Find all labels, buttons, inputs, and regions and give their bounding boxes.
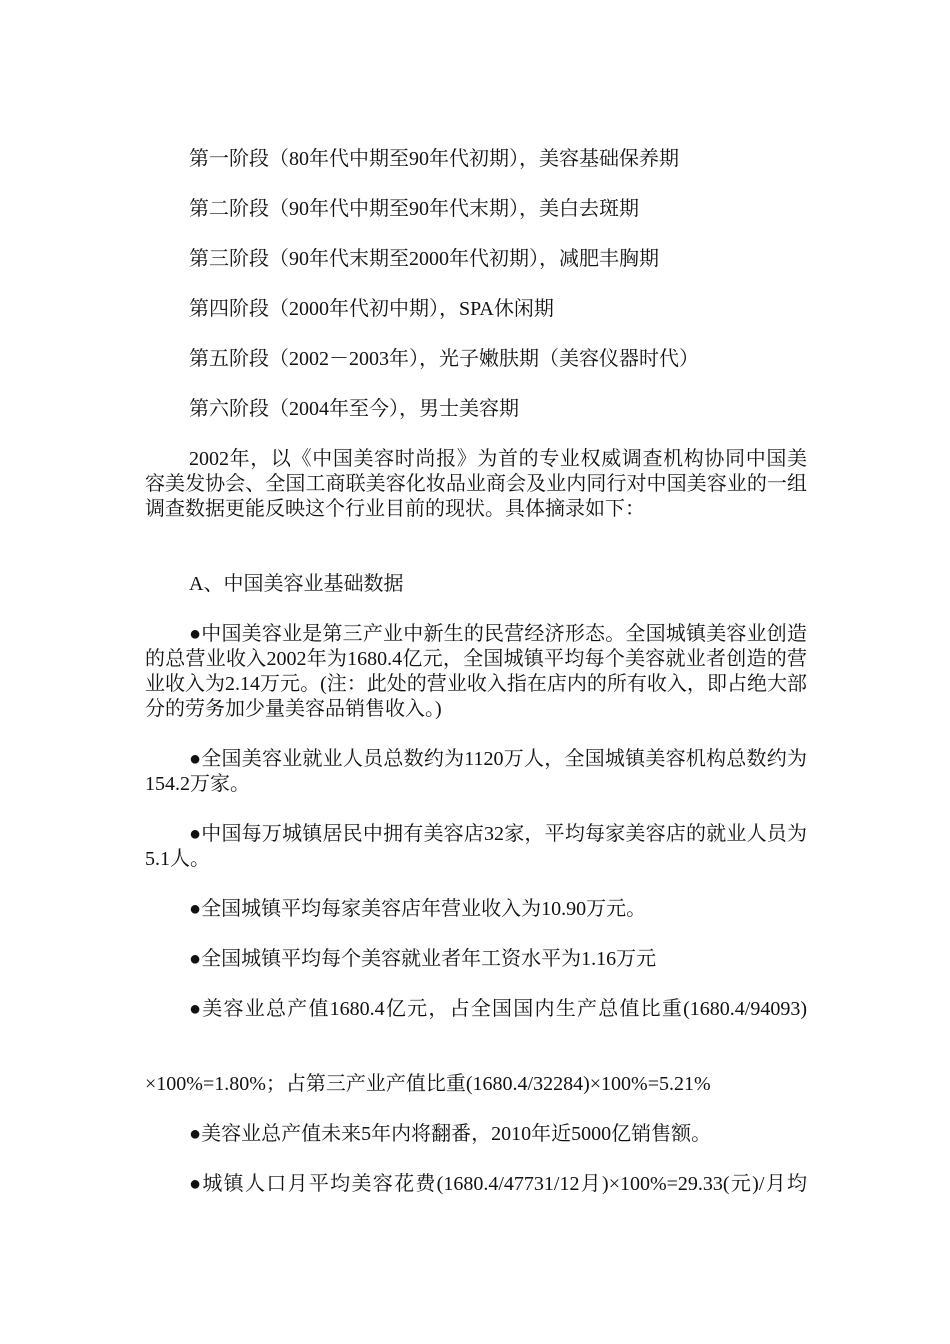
bullet-growth-forecast: ●美容业总产值未来5年内将翻番，2010年近5000亿销售额。 [189, 1123, 712, 1145]
bullet-revenue: ●中国美容业是第三产业中新生的民营经济形态。全国城镇美容业创造的总营业收入2002年为1680.4亿元，全国城镇平均每个美容就业者创造的营业收入为2.14万元。(注：此处的营业收入指在店内的所有收入，即占绝大部分的劳务加少量美容品销售收入。) [145, 623, 807, 720]
stage-4: 第四阶段（2000年代初中期），SPA休闲期 [189, 298, 554, 320]
bullet-monthly-spend: ●城镇人口月平均美容花费(1680.4/47731/12月)×100%=29.33(元)/月均 [189, 1173, 807, 1195]
gdp-share-continuation: ×100%=1.80%；占第三产业产值比重(1680.4/32284)×100%=5.21% [145, 1073, 711, 1095]
bullet-wage: ●全国城镇平均每个美容就业者年工资水平为1.16万元 [189, 948, 657, 970]
stage-6: 第六阶段（2004年至今），男士美容期 [189, 398, 519, 420]
bullet-employment: ●全国美容业就业人员总数约为1120万人，全国城镇美容机构总数约为154.2万家。 [145, 748, 807, 795]
section-a-heading: A、中国美容业基础数据 [189, 573, 404, 595]
stage-2: 第二阶段（90年代中期至90年代末期），美白去斑期 [189, 198, 639, 220]
stage-1: 第一阶段（80年代中期至90年代初期），美容基础保养期 [189, 148, 679, 170]
bullet-store-density: ●中国每万城镇居民中拥有美容店32家，平均每家美容店的就业人员为5.1人。 [145, 823, 807, 870]
intro-paragraph: 2002年，以《中国美容时尚报》为首的专业权威调查机构协同中国美容美发协会、全国工商联美容化妆品业商会及业内同行对中国美容业的一组调查数据更能反映这个行业目前的现状。具体摘录如下： [145, 448, 807, 520]
stage-3: 第三阶段（90年代末期至2000年代初期），减肥丰胸期 [189, 248, 659, 270]
bullet-gdp-share: ●美容业总产值1680.4亿元，占全国国内生产总值比重(1680.4/94093) [189, 998, 807, 1020]
bullet-store-revenue: ●全国城镇平均每家美容店年营业收入为10.90万元。 [189, 898, 647, 920]
stage-5: 第五阶段（2002－2003年），光子嫩肤期（美容仪器时代） [189, 348, 699, 370]
